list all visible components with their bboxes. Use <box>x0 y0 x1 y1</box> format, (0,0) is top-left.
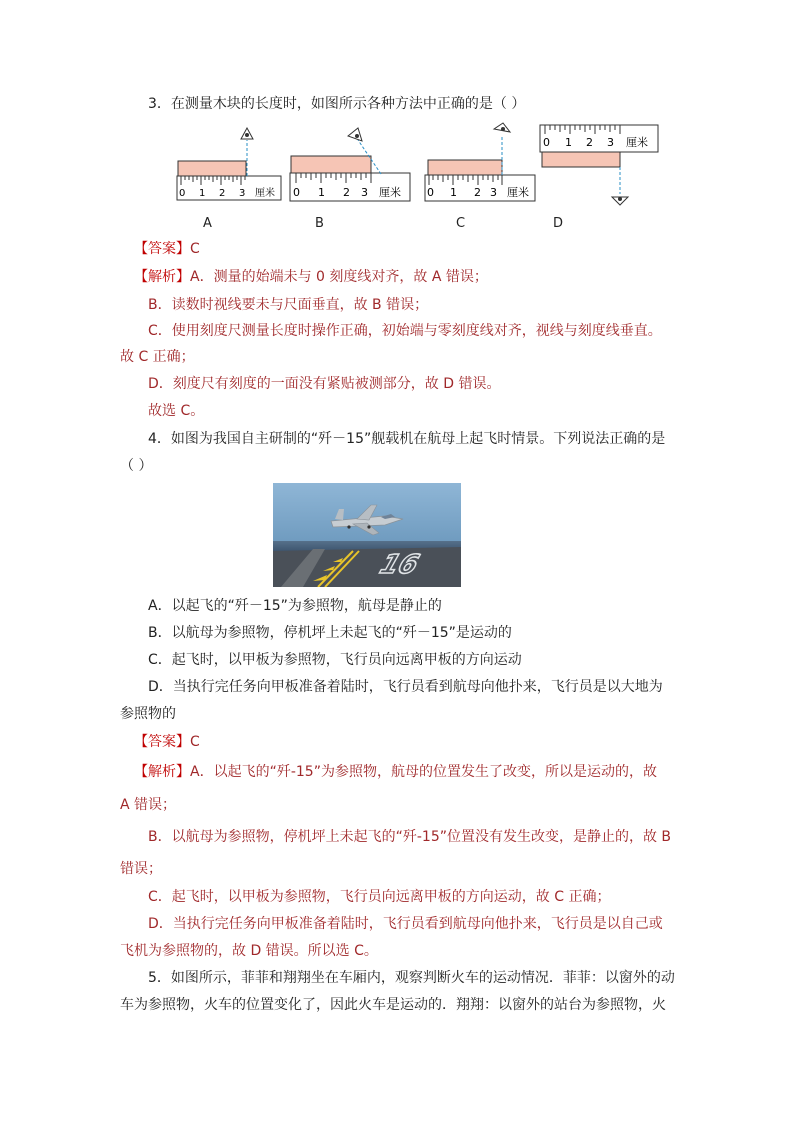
q4-stem-paren: （ ） <box>120 458 153 474</box>
q4-analysis-line: A 错误； <box>120 797 177 813</box>
q4-analysis-line: D．当执行完任务向甲板准备着陆时，飞行员看到航母向他扑来，飞行员是以自己或 <box>148 916 663 932</box>
eye-icon <box>241 128 253 139</box>
eye-icon <box>494 123 510 132</box>
ruler-option-b <box>290 128 410 201</box>
q4-analysis-line: 错误； <box>120 861 162 877</box>
analysis-text: A．以起飞的“歼-15”为参照物，航母的位置发生了改变，所以是运动的，故 <box>190 764 657 780</box>
tick-label: 0 <box>543 136 550 149</box>
eye-icon <box>348 128 362 141</box>
q5-stem: 5．如图所示，菲菲和翔翔坐在车厢内，观察判断火车的运动情况．菲菲：以窗外的动 <box>148 970 675 986</box>
answer-tag: 【答案】 <box>134 734 190 750</box>
q4-option-a: A．以起飞的“歼－15”为参照物，航母是静止的 <box>148 598 442 614</box>
tick-label: 1 <box>450 186 457 199</box>
q4-option-c: C．起飞时，以甲板为参照物，飞行员向远离甲板的方向运动 <box>148 652 522 668</box>
unit-label: 厘米 <box>507 186 529 199</box>
analysis-tag: 【解析】 <box>134 269 190 285</box>
q4-option-d: D．当执行完任务向甲板准备着陆时，飞行员看到航母向他扑来，飞行员是以大地为 <box>148 679 663 695</box>
q4-option-b: B．以航母为参照物，停机坪上未起飞的“歼－15”是运动的 <box>148 625 512 641</box>
tick-label: 0 <box>179 188 186 199</box>
ruler-option-d <box>540 125 658 205</box>
q4-option-d-cont: 参照物的 <box>120 706 176 722</box>
tick-label: 1 <box>318 186 325 199</box>
unit-label: 厘米 <box>379 186 401 199</box>
q3-figure <box>0 0 794 240</box>
q5-stem: 车为参照物，火车的位置变化了，因此火车是运动的．翔翔：以窗外的站台为参照物，火 <box>120 997 666 1013</box>
answer-value: C <box>190 241 200 257</box>
deck-number: 16 <box>375 549 423 580</box>
unit-label: 厘米 <box>626 136 648 149</box>
carrier-jet-photo <box>273 483 461 587</box>
q3-analysis-line <box>134 268 488 286</box>
q4-stem: 4．如图为我国自主研制的“歼－15”舰载机在航母上起飞时情景。下列说法正确的是 <box>148 431 666 447</box>
option-label-a: A <box>203 216 212 231</box>
ruler-option-a <box>177 128 281 200</box>
q3-stem: 3．在测量木块的长度时，如图所示各种方法中正确的是（ ） <box>148 96 526 112</box>
tick-label: 3 <box>490 186 497 199</box>
option-label-b: B <box>315 216 324 231</box>
q4-analysis-line: B．以航母为参照物，停机坪上未起飞的“歼-15”位置没有发生改变，是静止的，故 B <box>148 829 672 845</box>
analysis-tag: 【解析】 <box>134 764 190 780</box>
option-label-c: C <box>456 216 466 231</box>
option-label-d: D <box>553 216 564 231</box>
q3-analysis-line: 故选 C。 <box>148 403 205 419</box>
analysis-text: A．测量的始端未与 0 刻度线对齐，故 A 错误； <box>190 269 488 285</box>
ruler-option-c <box>425 123 535 201</box>
tick-label: 0 <box>427 186 434 199</box>
tick-label: 3 <box>239 188 246 199</box>
tick-label: 1 <box>565 136 572 149</box>
tick-label: 0 <box>293 186 300 199</box>
q3-analysis-line: B．读数时视线要未与尺面垂直，故 B 错误； <box>148 297 429 313</box>
q4-answer <box>134 733 200 751</box>
q4-analysis-line <box>134 763 657 781</box>
q4-analysis-line: 飞机为参照物的，故 D 错误。所以选 C。 <box>120 943 378 959</box>
eye-icon <box>612 197 628 205</box>
tick-label: 2 <box>474 186 481 199</box>
answer-value: C <box>190 734 200 750</box>
q3-analysis-line: D．刻度尺有刻度的一面没有紧贴被测部分，故 D 错误。 <box>148 376 501 392</box>
answer-tag: 【答案】 <box>134 241 190 257</box>
tick-label: 2 <box>343 186 350 199</box>
tick-label: 3 <box>607 136 614 149</box>
q4-analysis-line: C．起飞时，以甲板为参照物，飞行员向远离甲板的方向运动，故 C 正确； <box>148 889 611 905</box>
tick-label: 2 <box>586 136 593 149</box>
q3-analysis-line: C．使用刻度尺测量长度时操作正确，初始端与零刻度线对齐，视线与刻度线垂直。 <box>148 323 662 339</box>
q3-answer <box>134 240 200 258</box>
tick-label: 3 <box>361 186 368 199</box>
unit-label: 厘米 <box>255 188 275 199</box>
q3-analysis-line: 故 C 正确； <box>120 349 195 365</box>
tick-label: 2 <box>219 188 226 199</box>
tick-label: 1 <box>199 188 206 199</box>
